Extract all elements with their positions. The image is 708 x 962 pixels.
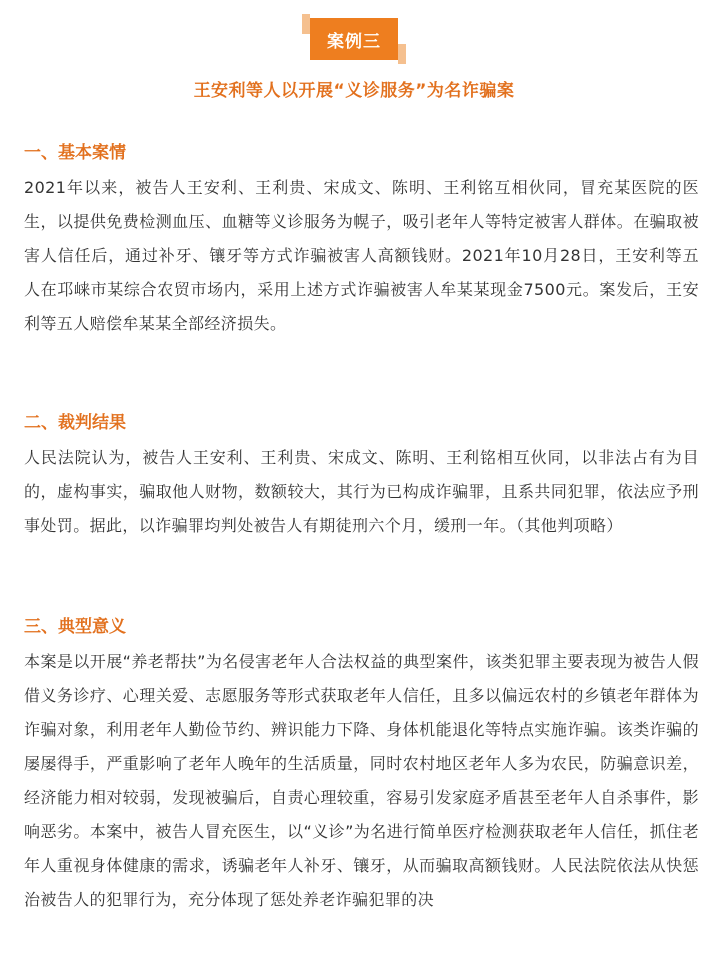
section-body: 2021年以来，被告人王安利、王利贵、宋成文、陈明、王利铭互相伙同，冒充某医院的医生，以提供免费检测血压、血糖等义诊服务为幌子，吸引老年人等特定被害人群体。在骗取被害人信任后，通过补牙、镶牙等方式诈骗被害人高额钱财。2021年10月28日，王安利等五人在邛崃市某综合农贸市场内，采用上述方式诈骗被害人牟某某现金7500元。案发后，王安利等五人赔偿牟某某全部经济损失。	[24, 178, 699, 333]
section-heading: 二、裁判结果	[24, 413, 126, 433]
section-judgment-result	[24, 411, 699, 543]
section-typical-significance	[24, 615, 699, 917]
section-body: 本案是以开展“养老帮扶”为名侵害老年人合法权益的典型案件，该类犯罪主要表现为被告人假借义务诊疗、心理关爱、志愿服务等形式获取老年人信任，且多以偏远农村的乡镇老年群体为诈骗对象，利用老年人勤俭节约、辨识能力下降、身体机能退化等特点实施诈骗。该类诈骗的屡屡得手，严重影响了老年人晚年的生活质量，同时农村地区老年人多为农民，防骗意识差，经济能力相对较弱，发现被骗后，自责心理较重，容易引发家庭矛盾甚至老年人自杀事件，影响恶劣。本案中，被告人冒充医生，以“义诊”为名进行简单医疗检测获取老年人信任，抓住老年人重视身体健康的需求，诱骗老年人补牙、镶牙，从而骗取高额钱财。人民法院依法从快惩治被告人的犯罪行为，充分体现了惩处养老诈骗犯罪的决	[24, 652, 699, 909]
section-heading: 一、基本案情	[24, 143, 126, 163]
case-title: 王安利等人以开展“义诊服务”为名诈骗案	[193, 81, 515, 101]
case-badge-wrapper	[0, 18, 708, 60]
section-heading: 三、典型意义	[24, 617, 126, 637]
case-badge: 案例三	[310, 18, 398, 60]
section-body: 人民法院认为，被告人王安利、王利贵、宋成文、陈明、王利铭相互伙同，以非法占有为目的，虚构事实，骗取他人财物，数额较大，其行为已构成诈骗罪，且系共同犯罪，依法应予刑事处罚。据此，以诈骗罪均判处被告人有期徒刑六个月，缓刑一年。（其他判项略）	[24, 448, 699, 535]
section-basic-facts	[24, 141, 699, 341]
